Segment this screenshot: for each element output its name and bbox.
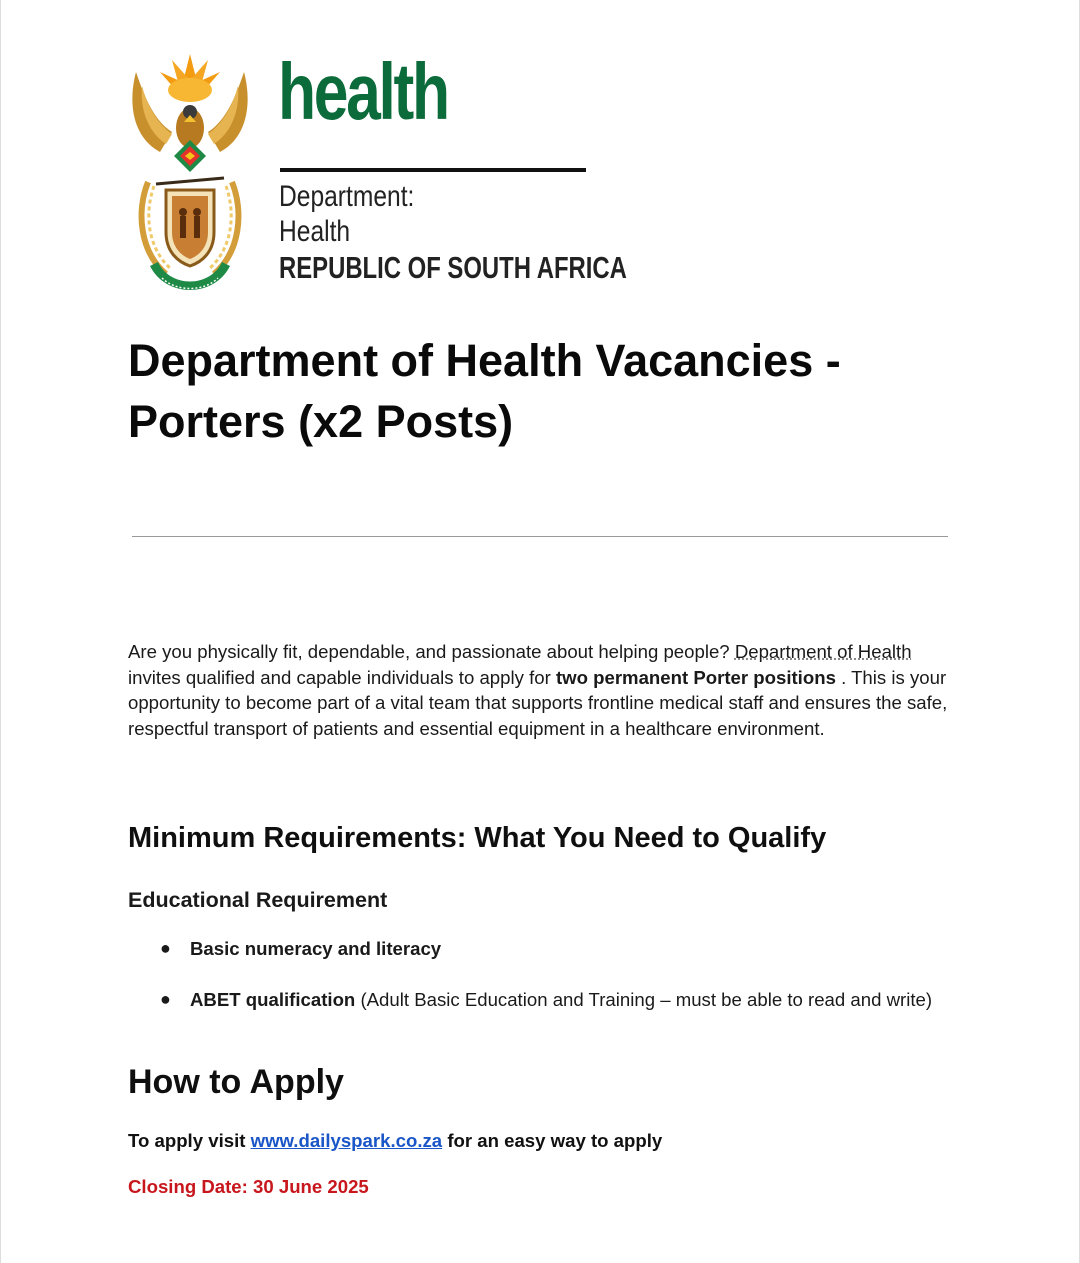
brand-department-name: Health: [279, 215, 351, 248]
intro-lead: Are you physically fit, dependable, and passionate about helping people?: [128, 641, 730, 662]
page-edge-left: [0, 0, 1, 1263]
requirements-heading: Minimum Requirements: What You Need to Qualify: [128, 822, 827, 854]
education-heading: Educational Requirement: [128, 888, 388, 912]
apply-prefix: To apply visit: [128, 1130, 246, 1151]
intro-tail: . This is your opportunity to become part of a vital team that supports frontline medical staff and ensures the safe, respectful transport of patients and essential equipment in a healthcare environment.: [128, 666, 948, 739]
org-link[interactable]: Department of Health: [734, 641, 912, 662]
list-item: [128, 936, 948, 962]
brand-wordmark: health: [278, 47, 448, 136]
intro-paragraph: [128, 639, 958, 741]
bullet-bold: ABET qualification: [190, 988, 356, 1010]
apply-suffix: for an easy way to apply: [447, 1130, 663, 1151]
intro-middle: invites qualified and capable individuals to apply for: [128, 666, 551, 688]
brand-country: REPUBLIC OF SOUTH AFRICA: [279, 250, 627, 285]
brand-divider: [280, 168, 586, 172]
list-item: [128, 987, 948, 1013]
coat-of-arms-icon: [126, 52, 254, 304]
intro-highlight: two permanent Porter positions: [555, 666, 836, 688]
bullet-bold: Basic numeracy and literacy: [190, 938, 442, 959]
closing-date: Closing Date: 30 June 2025: [128, 1176, 369, 1197]
apply-instructions: [128, 1128, 662, 1153]
horizontal-rule: [132, 536, 948, 537]
bullet-rest: (Adult Basic Education and Training – must be able to read and write): [355, 988, 933, 1010]
rising-sun-icon: [160, 54, 220, 102]
bullet-icon: ●: [160, 988, 171, 1009]
brand-department-label: Department:: [279, 180, 415, 213]
apply-link[interactable]: www.dailyspark.co.za: [250, 1130, 443, 1151]
apply-heading: How to Apply: [128, 1063, 344, 1101]
requirements-list: [128, 936, 948, 1012]
bullet-icon: ●: [160, 938, 171, 958]
page-title: Department of Health Vacancies - Porters (x2 Posts): [128, 335, 841, 447]
